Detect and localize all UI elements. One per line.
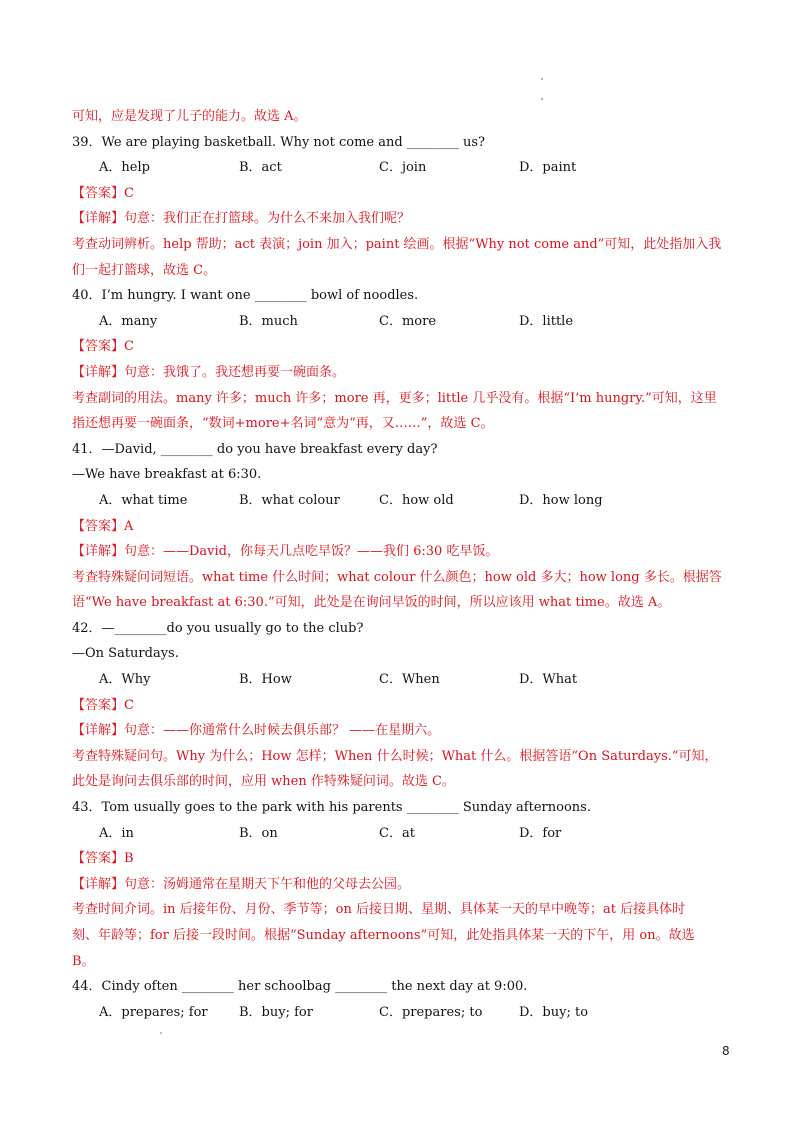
- answer-options: [72, 821, 732, 847]
- scan-mark: [160, 1032, 162, 1034]
- answer-options: [72, 1000, 732, 1026]
- question-42: [72, 616, 732, 795]
- question-reply: —We have breakfast at 6:30.: [72, 467, 262, 483]
- answer-options: [72, 309, 732, 335]
- option-d: D．how long: [519, 492, 603, 508]
- option-a: A．Why: [99, 672, 151, 688]
- question-39: [72, 130, 732, 284]
- detail-translation: 【详解】句意：我饿了。我还想再要一碗面条。: [72, 364, 346, 380]
- explanation-line: 语“We have breakfast at 6:30.”可知，此处是在询问早饭的时间，所以应该用 what time。故选 A。: [72, 595, 671, 611]
- explanation-line: 此处是询问去俱乐部的时间，应用 when 作特殊疑问词。故选 C。: [72, 774, 455, 790]
- option-b: B．buy; for: [239, 1004, 313, 1020]
- scan-dot: [541, 98, 543, 100]
- option-b: B．How: [239, 672, 292, 688]
- option-c: C．at: [379, 825, 415, 841]
- option-c: C．When: [379, 672, 440, 688]
- option-d: D．for: [519, 825, 562, 841]
- option-d: D．paint: [519, 160, 577, 176]
- option-b: B．much: [239, 313, 298, 329]
- question-41: [72, 437, 732, 616]
- option-c: C．more: [379, 313, 437, 329]
- option-a: A．in: [99, 825, 134, 841]
- explanation-line: 考查特殊疑问句。Why 为什么；How 怎样；When 什么时候；What 什么。根据答语“On Saturdays.”可知，: [72, 748, 718, 764]
- option-b: B．act: [239, 160, 282, 176]
- explanation-line: 刻、年龄等；for 后接一段时间。根据“Sunday afternoons”可知，此处指具体某一天的下午，用 on。故选: [72, 928, 695, 943]
- explanation-line: 考查副词的用法。many 许多；much 许多；more 再，更多；little 几乎没有。根据“I’m hungry.”可知，这里: [72, 390, 717, 406]
- question-list: [72, 104, 732, 1025]
- explanation-line: B。: [72, 953, 95, 969]
- option-d: D．What: [519, 672, 578, 688]
- question-prompt: 41．—David, ________ do you have breakfast every day?: [72, 441, 438, 457]
- question-prompt: 39．We are playing basketball. Why not come and ________ us?: [72, 134, 485, 150]
- detail-translation: 【详解】句意：我们正在打篮球。为什么不来加入我们呢？: [72, 211, 411, 227]
- option-a: A．many: [99, 313, 158, 329]
- question-44: [72, 974, 732, 1025]
- option-b: B．on: [239, 825, 278, 841]
- option-a: A．what time: [99, 492, 188, 508]
- option-c: C．join: [379, 160, 427, 176]
- answer-key: 【答案】A: [72, 518, 134, 534]
- option-d: D．little: [519, 313, 574, 329]
- previous-explanation-tail: 可知，应是发现了儿子的能力。故选 A。: [72, 109, 307, 124]
- detail-translation: 【详解】句意：——你通常什么时候去俱乐部？ ——在星期六。: [72, 723, 441, 739]
- question-prompt: 40．I’m hungry. I want one ________ bowl of noodles.: [72, 288, 419, 304]
- answer-key: 【答案】C: [72, 339, 134, 355]
- detail-translation: 【详解】句意：汤姆通常在星期天下午和他的父母去公园。: [72, 876, 411, 892]
- option-a: A．prepares; for: [99, 1004, 208, 1020]
- answer-key: 【答案】C: [72, 697, 134, 713]
- scan-dot: [541, 78, 543, 80]
- option-d: D．buy; to: [519, 1004, 589, 1020]
- explanation-line: 们一起打篮球，故选 C。: [72, 262, 217, 278]
- answer-key: 【答案】C: [72, 185, 134, 201]
- explanation-line: 考查动词辨析。help 帮助；act 表演；join 加入；paint 绘画。根据“Why not come and”可知，此处指加入我: [72, 236, 722, 252]
- answer-options: [72, 488, 732, 514]
- option-c: C．how old: [379, 492, 454, 508]
- question-prompt: 43．Tom usually goes to the park with his parents ________ Sunday afternoons.: [72, 800, 591, 816]
- answer-key: 【答案】B: [72, 851, 134, 867]
- explanation-line: 考查特殊疑问词短语。what time 什么时间；what colour 什么颜色；how old 多大；how long 多长。根据答: [72, 569, 722, 585]
- question-40: [72, 283, 732, 437]
- answer-options: [72, 667, 732, 693]
- option-a: A．help: [99, 160, 150, 176]
- option-c: C．prepares; to: [379, 1004, 483, 1020]
- question-reply: —On Saturdays.: [72, 646, 179, 662]
- explanation-line: 指还想再要一碗面条，“数词+more+名词”意为“再，又……”，故选 C。: [72, 416, 494, 432]
- option-b: B．what colour: [239, 492, 340, 508]
- question-prompt: 44．Cindy often ________ her schoolbag ________ the next day at 9:00.: [72, 979, 528, 995]
- scan-marks: [541, 78, 547, 102]
- explanation-line: 考查时间介词。in 后接年份、月份、季节等；on 后接日期、星期、具体某一天的早中晚等；at 后接具体时: [72, 902, 686, 918]
- question-prompt: 42．—________do you usually go to the club?: [72, 620, 364, 636]
- answer-options: [72, 155, 732, 181]
- question-43: [72, 795, 732, 974]
- page-number: 8: [722, 1044, 730, 1058]
- detail-translation: 【详解】句意：——David，你每天几点吃早饭？——我们 6:30 吃早饭。: [72, 544, 499, 560]
